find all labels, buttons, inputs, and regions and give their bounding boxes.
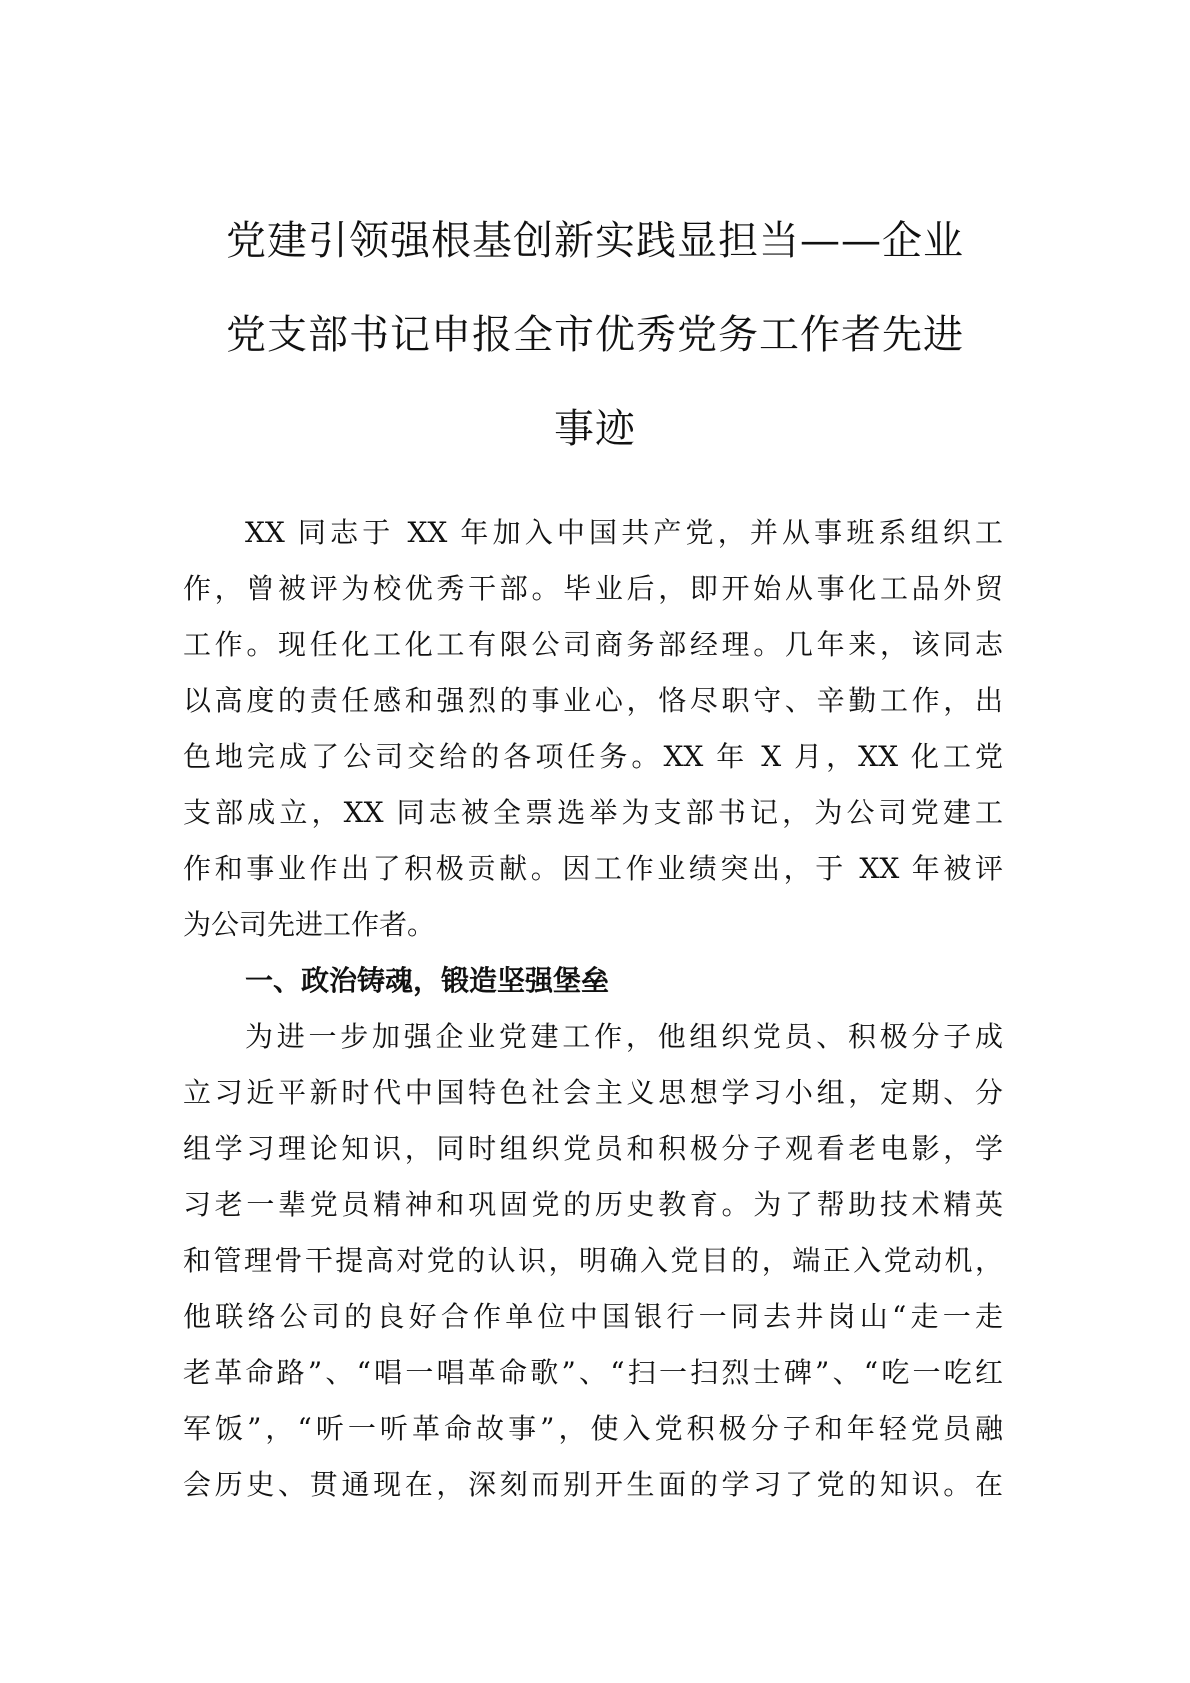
paragraph-line: 立习近平新时代中国特色社会主义思想学习小组，定期、分 xyxy=(183,1076,1003,1109)
paragraph-line: 色地完成了公司交给的各项任务。XX 年 X 月，XX 化工党 xyxy=(183,740,1003,773)
paragraph-line: 为公司先进工作者。 xyxy=(183,908,436,941)
paragraph-line: XX 同志于 XX 年加入中国共产党，并从事班系组织工 xyxy=(245,516,1003,549)
document-body xyxy=(183,505,1003,1513)
paragraph-line: 为进一步加强企业党建工作，他组织党员、积极分子成 xyxy=(245,1020,1003,1053)
paragraph-line: 以高度的责任感和强烈的事业心，恪尽职守、辛勤工作，出 xyxy=(183,684,1003,717)
paragraph-1 xyxy=(183,505,1003,953)
paragraph-line: 习老一辈党员精神和巩固党的历史教育。为了帮助技术精英 xyxy=(183,1188,1003,1221)
paragraph-line: 支部成立，XX 同志被全票选举为支部书记，为公司党建工 xyxy=(183,796,1003,829)
title-line: 事迹 xyxy=(554,406,636,452)
paragraph-line: 老革命路”、“唱一唱革命歌”、“扫一扫烈士碑”、“吃一吃红 xyxy=(183,1356,1003,1389)
paragraph-line: 作和事业作出了积极贡献。因工作业绩突出，于 XX 年被评 xyxy=(183,852,1003,885)
paragraph-line: 作，曾被评为校优秀干部。毕业后，即开始从事化工品外贸 xyxy=(183,572,1003,605)
paragraph-line: 会历史、贯通现在，深刻而别开生面的学习了党的知识。在 xyxy=(183,1468,1003,1501)
paragraph-line: 他联络公司的良好合作单位中国银行一同去井岗山“走一走 xyxy=(183,1300,1003,1333)
title-line: 党支部书记申报全市优秀党务工作者先进 xyxy=(226,312,964,358)
section-heading: 一、政治铸魂，锻造坚强堡垒 xyxy=(245,964,610,997)
paragraph-line: 组学习理论知识，同时组织党员和积极分子观看老电影，学 xyxy=(183,1132,1003,1165)
title-line: 党建引领强根基创新实践显担当——企业 xyxy=(226,218,964,264)
paragraph-2 xyxy=(183,1009,1003,1513)
paragraph-line: 军饭”，“听一听革命故事”，使入党积极分子和年轻党员融 xyxy=(183,1412,1003,1445)
document-title xyxy=(180,194,1010,476)
paragraph-line: 工作。现任化工化工有限公司商务部经理。几年来，该同志 xyxy=(183,628,1003,661)
paragraph-line: 和管理骨干提高对党的认识，明确入党目的，端正入党动机， xyxy=(183,1244,1003,1277)
